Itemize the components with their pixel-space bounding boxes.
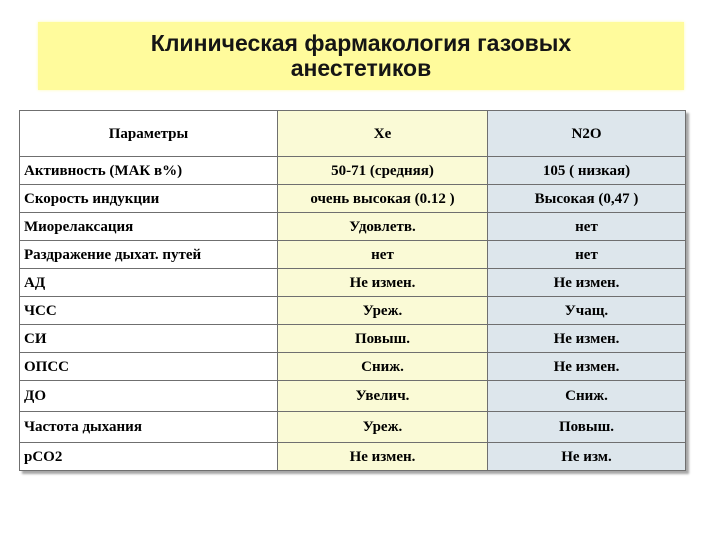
row-n2o-value: Не измен. [488, 325, 686, 353]
row-parameter: ОПСС [20, 353, 278, 381]
table-row [20, 241, 686, 269]
table-row [20, 353, 686, 381]
row-parameter: pCO2 [20, 443, 278, 471]
table-row [20, 297, 686, 325]
slide-title-line-1: Клиническая фармакология газовых [150, 30, 572, 56]
header-xe: Xe [278, 111, 488, 157]
row-n2o-value: Высокая (0,47 ) [488, 185, 686, 213]
comparison-table [19, 110, 686, 471]
table-header-row [20, 111, 686, 157]
row-xe-value: очень высокая (0.12 ) [278, 185, 488, 213]
table-row [20, 157, 686, 185]
row-n2o-value: Сниж. [488, 381, 686, 412]
slide-title [38, 22, 684, 90]
row-parameter: АД [20, 269, 278, 297]
row-n2o-value: Повыш. [488, 412, 686, 443]
header-parameters: Параметры [20, 111, 278, 157]
row-parameter: Скорость индукции [20, 185, 278, 213]
table-row [20, 213, 686, 241]
row-xe-value: Сниж. [278, 353, 488, 381]
row-n2o-value: 105 ( низкая) [488, 157, 686, 185]
row-n2o-value: Не изм. [488, 443, 686, 471]
row-parameter: ЧСС [20, 297, 278, 325]
table-row [20, 325, 686, 353]
row-parameter: Миорелаксация [20, 213, 278, 241]
table-row [20, 381, 686, 412]
slide-title-line-2: анестетиков [290, 55, 432, 81]
row-n2o-value: Учащ. [488, 297, 686, 325]
row-xe-value: Повыш. [278, 325, 488, 353]
table-row [20, 443, 686, 471]
table-row [20, 269, 686, 297]
row-n2o-value: Не измен. [488, 269, 686, 297]
header-n2o: N2O [488, 111, 686, 157]
row-parameter: ДО [20, 381, 278, 412]
row-xe-value: Не измен. [278, 269, 488, 297]
row-parameter: Частота дыхания [20, 412, 278, 443]
row-parameter: Раздражение дыхат. путей [20, 241, 278, 269]
row-n2o-value: Не измен. [488, 353, 686, 381]
row-parameter: СИ [20, 325, 278, 353]
row-xe-value: Увелич. [278, 381, 488, 412]
row-parameter: Активность (МАК в%) [20, 157, 278, 185]
row-xe-value: Уреж. [278, 412, 488, 443]
table-row [20, 185, 686, 213]
row-n2o-value: нет [488, 213, 686, 241]
row-xe-value: нет [278, 241, 488, 269]
row-xe-value: 50-71 (средняя) [278, 157, 488, 185]
table-row [20, 412, 686, 443]
row-n2o-value: нет [488, 241, 686, 269]
row-xe-value: Уреж. [278, 297, 488, 325]
row-xe-value: Не измен. [278, 443, 488, 471]
row-xe-value: Удовлетв. [278, 213, 488, 241]
